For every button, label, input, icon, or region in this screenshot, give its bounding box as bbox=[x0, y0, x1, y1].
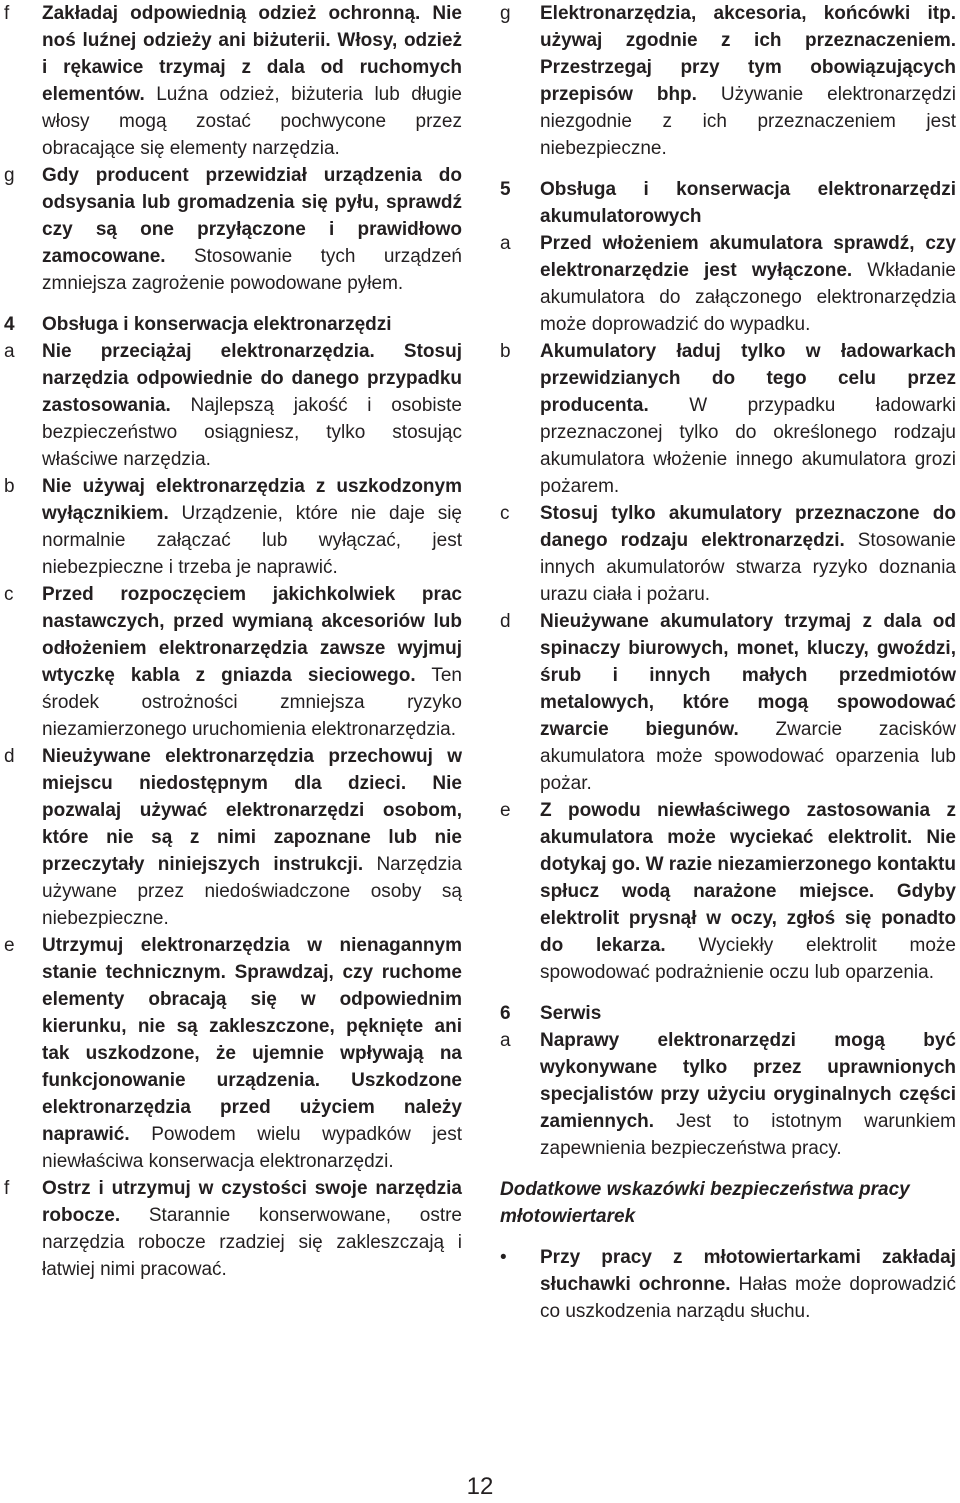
item-warning: Przy pracy z młotowiertarkami zakładaj słuchawki ochronne. bbox=[540, 1247, 956, 1295]
item-warning: Z powodu niewłaściwego zastosowania z akumulatora może wyciekać elektrolit. Nie dotykaj go. W razie niezamierzonego kontaktu spłucz wodą narażone miejsce. Gdyby elektrolit prysnął w oczy, zgłoś się ponadto do lekarza. bbox=[540, 800, 956, 956]
item-marker: f bbox=[4, 3, 10, 24]
section-title: Obsługa i konserwacja elektronarzędzi bbox=[42, 314, 392, 335]
item-explanation: W przypadku ładowarki przeznaczonej tylko do określonego rodzaju akumulatora włożenie innego akumulatora grozi pożarem. bbox=[540, 395, 956, 497]
list-item bbox=[498, 1244, 956, 1325]
list-item bbox=[0, 338, 462, 473]
item-warning: Przed rozpoczęciem jakichkolwiek prac nastawczych, przed wymianą akcesoriów lub odłożeniem elektronarzędzia zawsze wyjmuj wtyczkę kabla z gniazda sieciowego. bbox=[42, 584, 462, 686]
list-item bbox=[498, 338, 956, 500]
section-heading bbox=[0, 311, 462, 338]
item-warning: Przed włożeniem akumulatora sprawdź, czy elektronarzędzie jest wyłączone. bbox=[540, 233, 956, 281]
item-explanation: Narzędzia używane przez niedoświadczone osoby są niebezpieczne. bbox=[42, 854, 462, 929]
section-title: Obsługa i konserwacja elektronarzędzi akumulatorowych bbox=[540, 179, 956, 227]
item-warning: Akumulatory ładuj tylko w ładowarkach przewidzianych do tego celu przez producenta. bbox=[540, 341, 956, 416]
left-column bbox=[0, 0, 468, 1283]
section-gap bbox=[0, 297, 468, 311]
list-item bbox=[0, 743, 462, 932]
item-warning: Nieużywane elektronarzędzia przechowuj w miejscu niedostępnym dla dzieci. Nie pozwalaj używać elektronarzędzi osobom, które nie są z nimi zapoznane lub nie przeczytały niniejszych instrukcji. bbox=[42, 746, 462, 875]
item-explanation: Najlepszą jakość i osobiste bezpieczeństwo osiągniesz, tylko stosując właściwe narzędzia. bbox=[42, 395, 462, 470]
item-explanation: Stosowanie innych akumulatorów stwarza ryzyko doznania urazu ciała i pożaru. bbox=[540, 530, 956, 605]
item-explanation: Wyciekły elektrolit może spowodować podrażnienie oczu lub oparzenia. bbox=[540, 935, 956, 983]
item-marker: g bbox=[4, 165, 15, 186]
section-gap bbox=[498, 986, 960, 1000]
list-item bbox=[498, 0, 956, 162]
item-explanation: Luźna odzież, biżuteria lub długie włosy mogą zostać pochwycone przez obracające się elementy narzędzia. bbox=[42, 84, 462, 159]
item-marker: e bbox=[500, 800, 511, 821]
item-warning: Nie przeciążaj elektronarzędzia. Stosuj narzędzia odpowiednie do danego przypadku zastosowania. bbox=[42, 341, 462, 416]
item-warning: Zakładaj odpowiednią odzież ochronną. Nie noś luźnej odzieży ani biżuterii. Włosy, odzież i rękawice trzymaj z dala od ruchomych elementów. bbox=[42, 3, 462, 105]
item-marker: b bbox=[500, 341, 511, 362]
list-item bbox=[0, 0, 462, 162]
list-item bbox=[0, 1175, 462, 1283]
item-explanation: Stosowanie tych urządzeń zmniejsza zagrożenie powodowane pyłem. bbox=[42, 246, 462, 294]
item-explanation: Wkładanie akumulatora do załączonego elektronarzędzia może doprowadzić do wypadku. bbox=[540, 260, 956, 335]
item-warning: Ostrz i utrzymuj w czystości swoje narzędzia robocze. bbox=[42, 1178, 462, 1226]
item-explanation: Jest to istotnym warunkiem zapewnienia bezpieczeństwa pracy. bbox=[540, 1111, 956, 1159]
list-item bbox=[498, 608, 956, 797]
item-marker: a bbox=[500, 1030, 511, 1051]
section-heading bbox=[498, 176, 956, 230]
item-explanation: Powodem wielu wypadków jest niewłaściwa konserwacja elektronarzędzi. bbox=[42, 1124, 462, 1172]
item-marker: c bbox=[500, 503, 510, 524]
item-warning: Elektronarzędzia, akcesoria, końcówki itp. używaj zgodnie z ich przeznaczeniem. Przestrzegaj przy tym obowiązujących przepisów bhp. bbox=[540, 3, 956, 105]
item-marker: a bbox=[4, 341, 15, 362]
item-marker: e bbox=[4, 935, 15, 956]
list-item bbox=[0, 162, 462, 297]
section-gap bbox=[498, 162, 960, 176]
subsection-heading: Dodatkowe wskazówki bezpieczeństwa pracy młotowiertarek bbox=[500, 1179, 910, 1227]
section-heading bbox=[498, 1000, 956, 1027]
item-explanation: Zwarcie zacisków akumulatora może spowodować oparzenia lub pożar. bbox=[540, 719, 956, 794]
item-warning: Stosuj tylko akumulatory przeznaczone do danego rodzaju elektronarzędzi. bbox=[540, 503, 956, 551]
item-marker: • bbox=[500, 1247, 507, 1268]
item-explanation: Ten środek ostrożności zmniejsza ryzyko niezamierzonego uruchomienia elektronarzędzia. bbox=[42, 665, 462, 740]
item-explanation: Hałas może doprowadzić co uszkodzenia narządu słuchu. bbox=[540, 1274, 956, 1322]
item-marker: 5 bbox=[500, 179, 511, 200]
item-marker: 6 bbox=[500, 1003, 511, 1024]
item-explanation: Używanie elektronarzędzi niezgodnie z ich przeznaczeniem jest niebezpieczne. bbox=[540, 84, 957, 159]
item-marker: b bbox=[4, 476, 15, 497]
list-item bbox=[498, 1027, 956, 1162]
item-explanation: Urządzenie, które nie daje się normalnie załączać lub wyłączać, jest niebezpieczne i trzeba je naprawić. bbox=[42, 503, 462, 578]
page-number: 12 bbox=[466, 1473, 494, 1500]
item-marker: 4 bbox=[4, 314, 15, 335]
item-warning: Gdy producent przewidział urządzenia do odsysania lub gromadzenia się pyłu, sprawdź czy są one przyłączone i prawidłowo zamocowane. bbox=[42, 165, 462, 267]
list-item bbox=[498, 797, 956, 986]
list-item bbox=[0, 932, 462, 1175]
list-item bbox=[0, 581, 462, 743]
item-explanation: Starannie konserwowane, ostre narzędzia robocze rzadziej się zakleszczają i łatwiej nimi pracować. bbox=[42, 1205, 462, 1280]
list-item bbox=[498, 230, 956, 338]
item-marker: d bbox=[500, 611, 511, 632]
item-marker: g bbox=[500, 3, 511, 24]
item-marker: f bbox=[4, 1178, 10, 1199]
right-column bbox=[498, 0, 960, 1325]
list-item bbox=[0, 473, 462, 581]
item-warning: Nie używaj elektronarzędzia z uszkodzonym wyłącznikiem. bbox=[42, 476, 462, 524]
item-warning: Nieużywane akumulatory trzymaj z dala od spinaczy biurowych, monet, kluczy, gwoździ, śrub i innych małych przedmiotów metalowych, które mogą spowodować zwarcie biegunów. bbox=[540, 611, 956, 740]
list-item bbox=[498, 500, 956, 608]
item-warning: Utrzymuj elektronarzędzia w nienagannym stanie technicznym. Sprawdzaj, czy ruchome elementy obracają się w odpowiednim kierunku, nie są zakleszczone, pęknięte ani tak uszkodzone, że ujemnie wpływają na funkcjonowanie urządzenia. Uszkodzone elektronarzędzia przed użyciem należy naprawić. bbox=[42, 935, 462, 1145]
item-warning: Naprawy elektronarzędzi mogą być wykonywane tylko przez uprawnionych specjalistów przy użyciu oryginalnych części zamiennych. bbox=[540, 1030, 956, 1132]
item-marker: c bbox=[4, 584, 14, 605]
item-marker: a bbox=[500, 233, 511, 254]
section-title: Serwis bbox=[540, 1003, 602, 1024]
item-marker: d bbox=[4, 746, 15, 767]
